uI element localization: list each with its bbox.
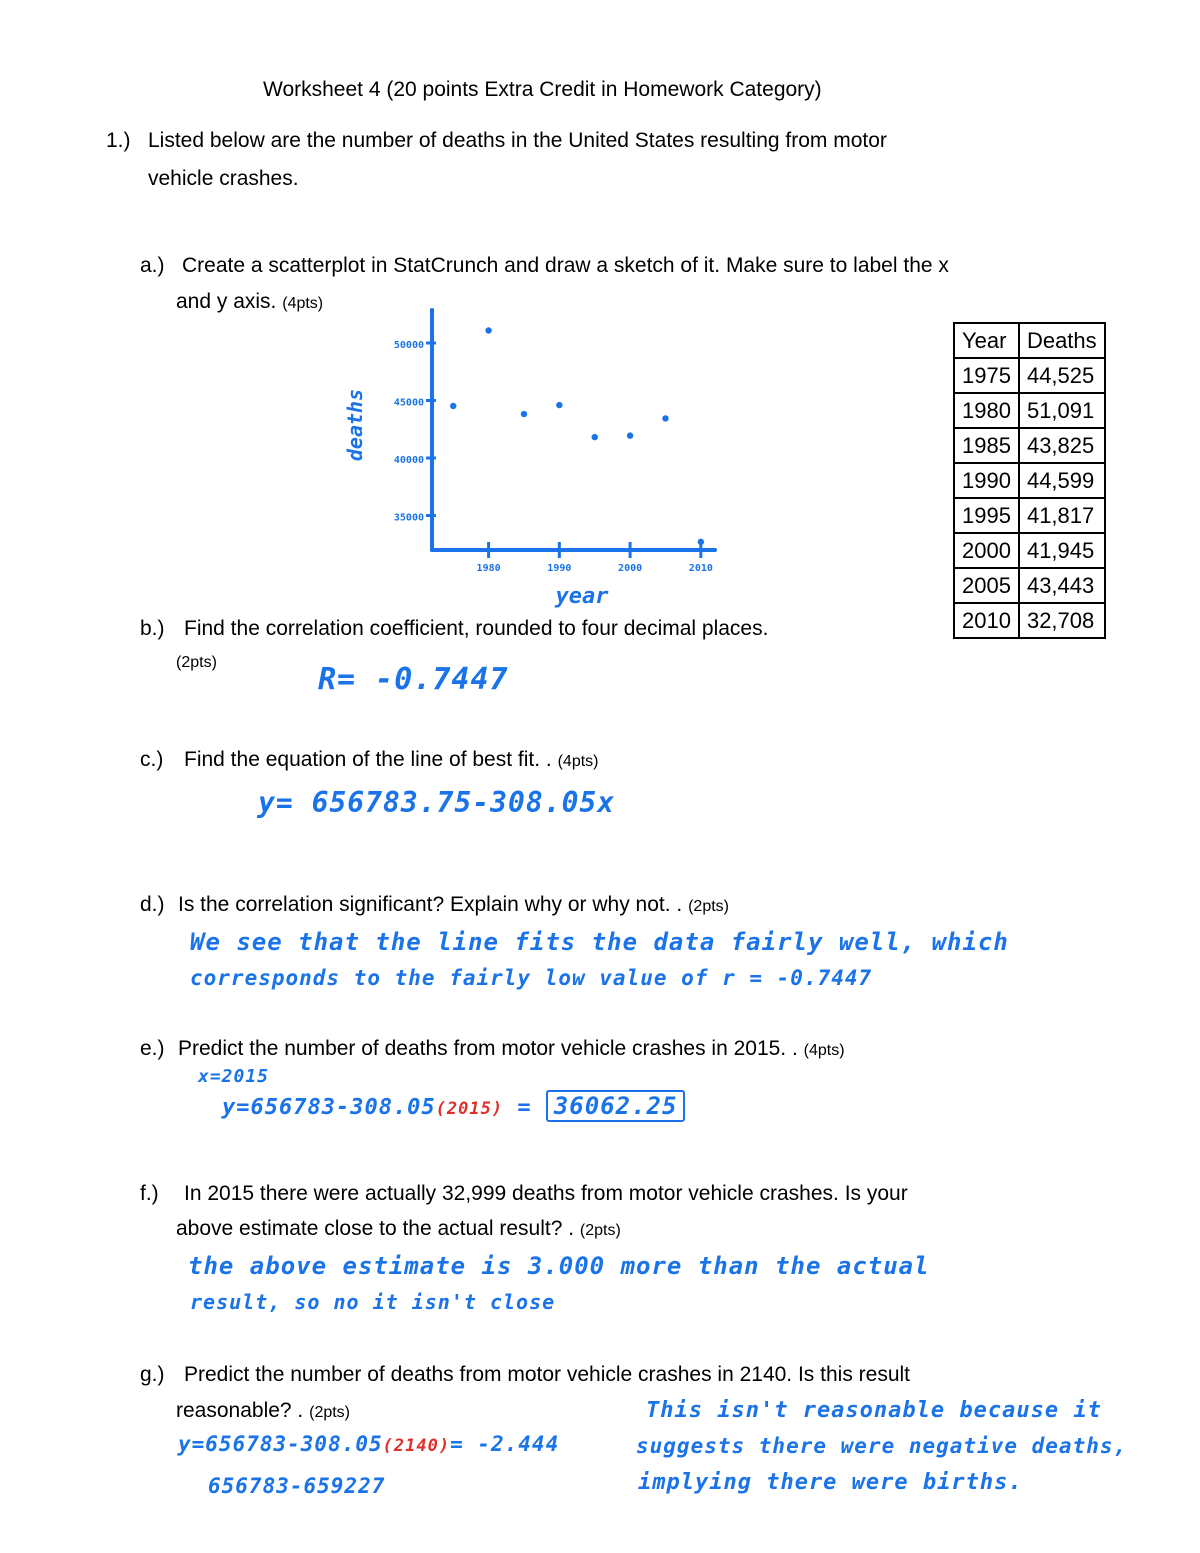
table-row (954, 603, 1105, 638)
qb-answer: R= -0.7447 (318, 662, 509, 697)
table-cell-deaths: 41,817 (1019, 498, 1105, 533)
qe-answer-eq: y=656783-308.05 (222, 1095, 436, 1120)
data-table (953, 322, 1106, 639)
table-row (954, 358, 1105, 393)
qg-answer-line2: 656783-659227 (208, 1474, 386, 1498)
qe-answer-eq2: = (517, 1095, 532, 1120)
qg-explain-line3: implying there were births. (638, 1470, 1023, 1495)
qg-label: g.) (140, 1363, 165, 1386)
y-tick-label: 40000 (393, 455, 424, 466)
qf-label: f.) (140, 1182, 159, 1205)
qf-text-line1: In 2015 there were actually 32,999 deaths from motor vehicle crashes. Is your (184, 1182, 908, 1205)
scatter-x-ticks (477, 542, 713, 574)
table-cell-deaths: 32,708 (1019, 603, 1105, 638)
qe-answer-x: x=2015 (198, 1066, 270, 1087)
table-cell-deaths: 44,599 (1019, 463, 1105, 498)
table-row (954, 533, 1105, 568)
qa-points: (4pts) (282, 295, 324, 312)
scatter-axes (432, 310, 715, 550)
table-cell-year: 2010 (954, 603, 1019, 638)
scatterplot-sketch (343, 310, 720, 610)
scatter-x-label: year (555, 584, 609, 609)
qg-answer-eq: y=656783-308.05 (178, 1432, 383, 1456)
qd-label: d.) (140, 893, 165, 916)
qg-answer-eq2: = -2.444 (450, 1432, 560, 1456)
qd-answer-line2: corresponds to the fairly low value of r = -0.7447 (190, 966, 873, 990)
qg-text-line1: Predict the number of deaths from motor vehicle crashes in 2140. Is this result (184, 1363, 911, 1386)
scatter-point (556, 402, 562, 408)
y-tick-label: 45000 (393, 397, 424, 409)
qb-points: (2pts) (176, 654, 217, 671)
y-tick-label: 50000 (393, 340, 424, 351)
qe-answer-row (222, 1092, 685, 1120)
qa-label: a.) (140, 254, 165, 277)
qf-answer-line2: result, so no it isn't close (190, 1290, 556, 1314)
table-cell-deaths: 44,525 (1019, 358, 1105, 393)
table-row (954, 498, 1105, 533)
qd-text-wrap (178, 892, 729, 920)
scatter-point (662, 415, 668, 421)
table-cell-year: 1980 (954, 393, 1019, 428)
table-row (954, 568, 1105, 603)
table-cell-deaths: 51,091 (1019, 393, 1105, 428)
table-row (954, 393, 1105, 428)
qd-points: (2pts) (688, 898, 729, 915)
table-row (954, 428, 1105, 463)
q1-text-line2: vehicle crashes. (148, 167, 299, 190)
worksheet-title: Worksheet 4 (20 points Extra Credit in Homework Category) (263, 78, 822, 101)
qc-text: Find the equation of the line of best fit. . (184, 748, 552, 771)
qe-label: e.) (140, 1037, 165, 1060)
qc-label: c.) (140, 748, 164, 771)
table-cell-year: 1985 (954, 428, 1019, 463)
scatter-point (627, 432, 633, 438)
qd-answer-line1: We see that the line fits the data fairly well, which (190, 928, 1009, 956)
scatter-points (450, 327, 704, 545)
table-cell-year: 1975 (954, 358, 1019, 393)
qf-answer-line1: the above estimate is 3.000 more than the actual (188, 1252, 930, 1280)
x-tick-label: 2010 (688, 563, 713, 574)
table-row (954, 463, 1105, 498)
q1-text-line1: Listed below are the number of deaths in the United States resulting from motor (148, 129, 887, 152)
qg-text-line2: reasonable? . (176, 1399, 304, 1422)
table-header-deaths: Deaths (1019, 323, 1105, 358)
table-cell-year: 2005 (954, 568, 1019, 603)
qe-answer-sub: (2015) (435, 1099, 504, 1119)
scatter-point (521, 411, 527, 417)
qe-answer-result: 36062.25 (546, 1090, 686, 1122)
table-cell-deaths: 43,825 (1019, 428, 1105, 463)
qc-answer: y= 656783.75-308.05x (258, 786, 616, 819)
qe-text-wrap (178, 1036, 845, 1064)
qg-explain-line2: suggests there were negative deaths, (636, 1434, 1128, 1458)
table-cell-deaths: 41,945 (1019, 533, 1105, 568)
qd-text: Is the correlation significant? Explain why or why not. . (178, 893, 683, 916)
table-header-year: Year (954, 323, 1019, 358)
qf-points: (2pts) (579, 1222, 621, 1239)
qa-text-line2 (176, 289, 323, 317)
q1-number: 1.) (106, 129, 131, 152)
table-cell-deaths: 43,443 (1019, 568, 1105, 603)
qe-points: (4pts) (803, 1042, 845, 1059)
table-cell-year: 1990 (954, 463, 1019, 498)
scatter-y-label: deaths (343, 388, 367, 462)
qc-text-wrap (184, 747, 599, 775)
y-tick-label: 35000 (393, 512, 424, 524)
qc-points: (4pts) (557, 753, 599, 770)
table-header-row (954, 323, 1105, 358)
qf-text-line2: above estimate close to the actual result? . (176, 1217, 575, 1240)
qg-answer-sub: (2140) (382, 1436, 451, 1456)
scatter-point (592, 434, 598, 440)
qf-text-line2-wrap (176, 1216, 621, 1244)
qa-text-line1: Create a scatterplot in StatCrunch and draw a sketch of it. Make sure to label the x (182, 254, 949, 277)
x-tick-label: 1990 (547, 563, 572, 574)
qa-text-line2-body: and y axis. (176, 290, 277, 313)
scatter-point (698, 539, 704, 545)
qg-answer-row (178, 1432, 559, 1456)
qb-text: Find the correlation coefficient, rounded to four decimal places. (184, 617, 769, 640)
x-tick-label: 2000 (618, 563, 643, 574)
scatter-point (450, 403, 456, 409)
table-cell-year: 2000 (954, 533, 1019, 568)
qg-explain-line1: This isn't reasonable because it (646, 1398, 1102, 1423)
qg-text-line2-wrap (176, 1398, 350, 1426)
qb-label: b.) (140, 617, 165, 640)
qe-text: Predict the number of deaths from motor vehicle crashes in 2015. . (178, 1037, 798, 1060)
table-cell-year: 1995 (954, 498, 1019, 533)
qg-points: (2pts) (309, 1404, 351, 1421)
scatter-point (485, 327, 491, 333)
scatter-y-ticks (394, 340, 436, 524)
x-tick-label: 1980 (476, 563, 501, 574)
